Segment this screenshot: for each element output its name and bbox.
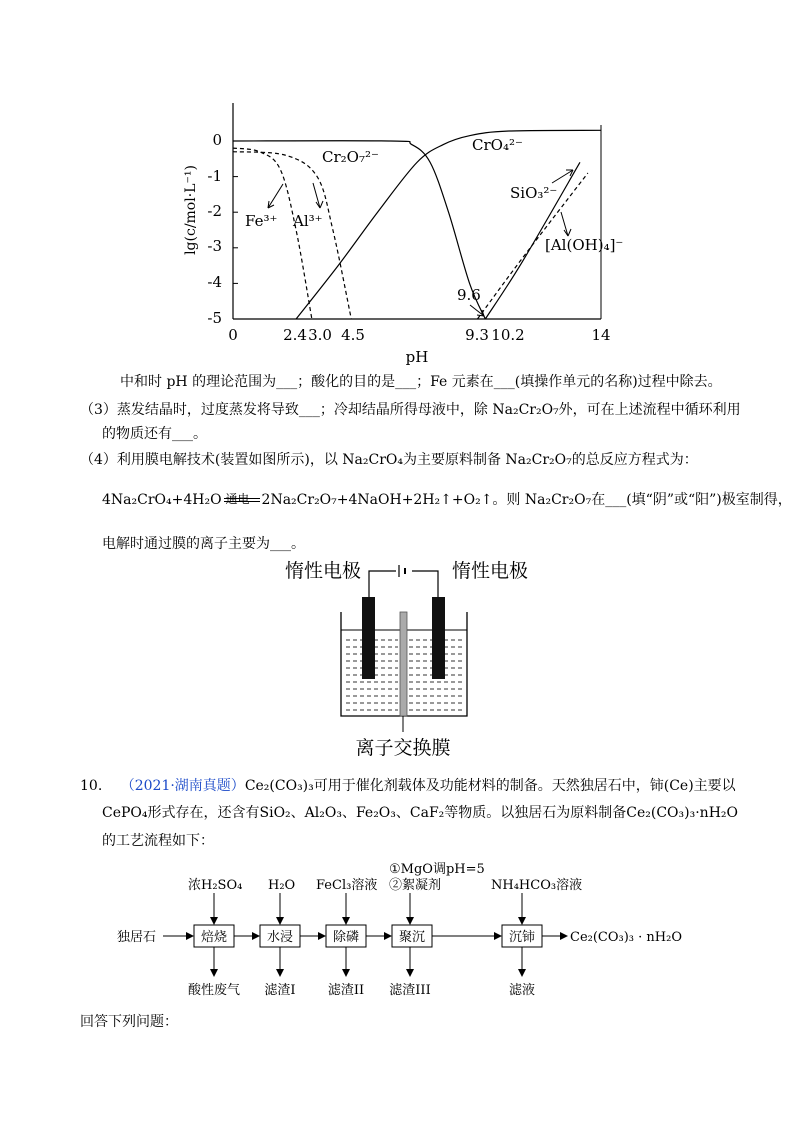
question-text: Ce₂(CO₃)₃可用于催化剂载体及功能材料的制备。天然独居石中，铈(Ce)主要以 xyxy=(244,778,736,794)
step-coagulate: 聚沉 xyxy=(398,930,426,945)
question-source: （2021·湖南真题） xyxy=(120,778,245,794)
input-fecl3: FeCl₃溶液 xyxy=(316,878,378,893)
left-electrode xyxy=(362,597,375,679)
y-tick-label: -2 xyxy=(207,202,222,220)
x-axis-label: pH xyxy=(405,348,429,366)
y-tick-label: -4 xyxy=(207,273,222,291)
electrolysis-diagram xyxy=(270,553,530,763)
input-mgo: ①MgO调pH=5 xyxy=(389,862,485,877)
equation xyxy=(102,490,792,510)
label-sio3: SiO₃²⁻ xyxy=(510,184,558,202)
step-roasting: 焙烧 xyxy=(200,930,228,945)
question-10-line-1 xyxy=(80,776,736,796)
x-tick-label: 0 xyxy=(228,326,238,344)
input-h2o: H₂O xyxy=(268,878,296,893)
step-water-leach: 水浸 xyxy=(266,930,294,945)
text-line-3: 的物质还有___。 xyxy=(102,426,207,442)
flow-end: Ce₂(CO₃)₃ · nH₂O xyxy=(570,930,682,945)
answer-prompt: 回答下列问题： xyxy=(80,1014,178,1030)
y-tick-label: -3 xyxy=(207,237,222,255)
input-flocculant: ②絮凝剂 xyxy=(389,878,442,893)
label-cr2o7: Cr₂O₇²⁻ xyxy=(322,148,379,166)
equation-left: 4Na₂CrO₄+4H₂O xyxy=(102,492,222,508)
y-tick-label: 0 xyxy=(212,131,222,149)
output-filtrate: 滤液 xyxy=(508,983,536,998)
step-precipitate-ce: 沉铈 xyxy=(508,930,536,945)
question-number: 10. xyxy=(80,778,103,794)
series-line-2 xyxy=(233,148,312,319)
x-tick-label: 9.3 xyxy=(465,326,489,344)
label-fe3: Fe³⁺ xyxy=(245,212,278,230)
question-10-line-3: 的工艺流程如下： xyxy=(102,833,214,849)
x-tick-label: 10.2 xyxy=(491,326,525,344)
right-electrode xyxy=(432,597,445,679)
text-line-2: （3）蒸发结晶时，过度蒸发将导致___；冷却结晶所得母液中，除 Na₂Cr₂O₇外，可在上述流程中循环利用 xyxy=(80,402,741,418)
left-electrode-label: 惰性电极 xyxy=(285,560,362,582)
series-line-3 xyxy=(233,152,351,319)
label-aloh4: [Al(OH)₄]⁻ xyxy=(545,236,624,254)
label-9-6: 9.6 xyxy=(457,286,481,304)
step-dephosphorize: 除磷 xyxy=(332,930,360,945)
process-flow-chart xyxy=(110,845,700,1005)
label-al3: Al³⁺ xyxy=(293,212,323,230)
input-nh4hco3: NH₄HCO₃溶液 xyxy=(491,878,583,893)
x-tick-label: 14 xyxy=(591,326,611,344)
y-tick-label: -1 xyxy=(207,167,222,185)
text-line-1: 中和时 pH 的理论范围为___；酸化的目的是___；Fe 元素在___(填操作单元的名称)过程中除去。 xyxy=(120,374,722,390)
text-line-4: （4）利用膜电解技术(装置如图所示)，以 Na₂CrO₄为主要原料制备 Na₂Cr₂O₇的总反应方程式为： xyxy=(80,452,698,468)
output-residue-3: 滤渣III xyxy=(389,983,431,998)
equation-condition: 通电 xyxy=(225,492,250,506)
ph-chart xyxy=(160,95,630,370)
x-tick-label: 4.5 xyxy=(341,326,365,344)
circuit-wire xyxy=(369,565,438,597)
question-10-line-2: CePO₄形式存在，还含有SiO₂、Al₂O₃、Fe₂O₃、CaF₂等物质。以独居石为原料制备Ce₂(CO₃)₃·nH₂O xyxy=(102,805,738,821)
x-tick-label: 2.4 xyxy=(283,326,307,344)
output-residue-1: 滤渣I xyxy=(264,983,296,998)
ion-exchange-membrane xyxy=(400,612,407,716)
right-electrode-label: 惰性电极 xyxy=(452,560,529,582)
membrane-label: 离子交换膜 xyxy=(355,737,451,759)
text-line-5: 电解时通过膜的离子主要为___。 xyxy=(102,536,305,552)
label-cro4: CrO₄²⁻ xyxy=(472,136,523,154)
flow-start: 独居石 xyxy=(117,930,157,945)
y-axis-label: lg(c/mol·L⁻¹) xyxy=(183,165,199,255)
input-h2so4: 浓H₂SO₄ xyxy=(188,878,243,893)
y-tick-label: -5 xyxy=(207,309,222,327)
x-tick-label: 3.0 xyxy=(308,326,332,344)
output-acid-gas: 酸性废气 xyxy=(187,983,241,998)
output-residue-2: 滤渣II xyxy=(327,983,365,998)
equation-right: 2Na₂Cr₂O₇+4NaOH+2H₂↑+O₂↑。则 Na₂Cr₂O₇在___(填“阴”或“阳”)极室制得， xyxy=(261,492,792,508)
